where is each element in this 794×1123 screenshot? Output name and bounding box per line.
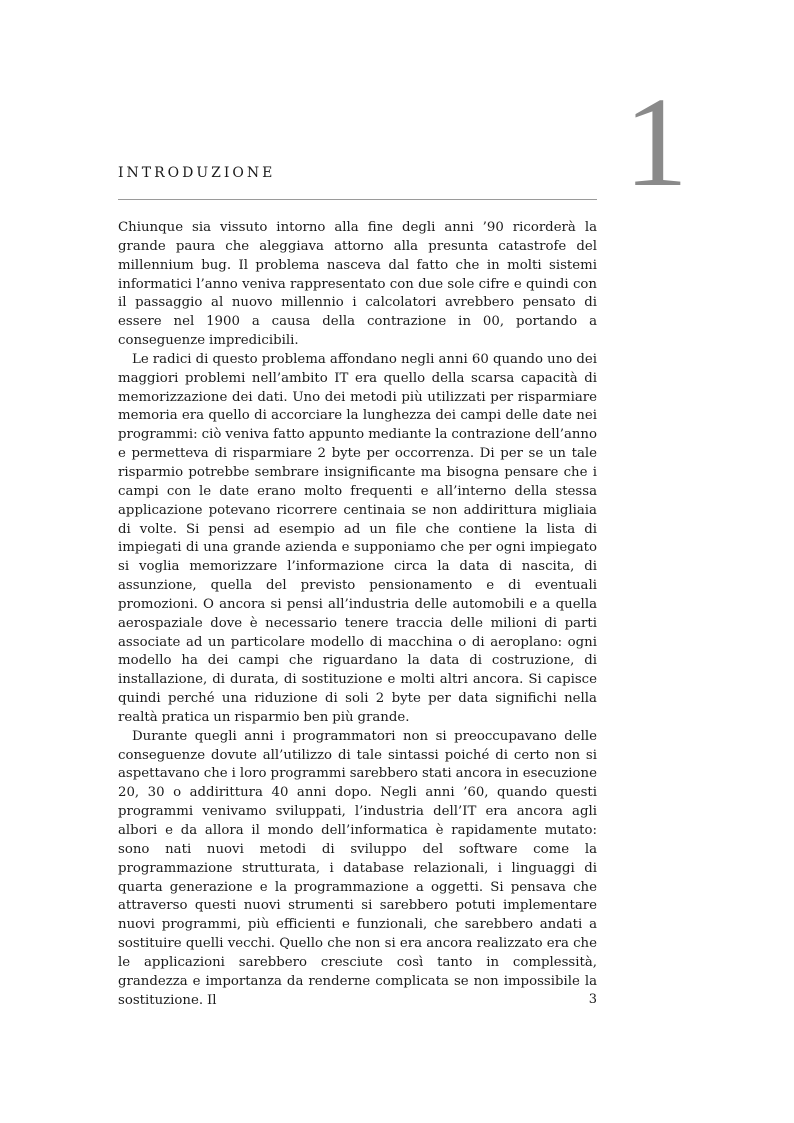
chapter-divider <box>118 199 597 200</box>
page-number: 3 <box>588 992 597 1007</box>
paragraph-1: Chiunque sia vissuto intorno alla fine degli anni ’90 ricorderà la grande paura che aleggiava attorno alla presunta catastrofe del millennium bug. Il problema nasceva dal fatto che in molti sistemi informatici l’anno veniva rappresentato con due sole cifre e quindi con il passaggio al nuovo millennio i calcolatori avrebbero pensato di essere nel 1900 a causa della contrazione in 00, portando a conseguenze impredicibili. <box>118 220 597 349</box>
chapter-title: INTRODUZIONE <box>118 165 276 181</box>
body-text <box>118 219 597 1010</box>
paragraph-3: Durante quegli anni i programmatori non si preoccupavano delle conseguenze dovute all’utilizzo di tale sintassi poiché di certo non si aspettavano che i loro programmi sarebbero stati ancora in esecuzione 20, 30 o addirittura 40 anni dopo. Negli anni ’60, quando questi programmi venivamo sviluppati, l’industria dell’IT era ancora agli albori e da allora il mondo dell’informatica è rapidamente mutato: sono nati nuovi metodi di sviluppo del software come la programmazione strutturata, i database relazionali, i linguaggi di quarta generazione e la programmazione a oggetti. Si pensava che attraverso questi nuovi strumenti si sarebbero potuti implementare nuovi programmi, più efficienti e funzionali, che sarebbero andati a sostituire quelli vecchi. Quello che non si era ancora realizzato era che le applicazioni sarebbero cresciute così tanto in complessità, grandezza e importanza da renderne complicata se non impossibile la sostituzione. Il <box>118 728 597 1008</box>
chapter-number: 1 <box>624 71 688 213</box>
paragraph-2: Le radici di questo problema affondano negli anni 60 quando uno dei maggiori problemi nell’ambito IT era quello della scarsa capacità di memorizzazione dei dati. Uno dei metodi più utilizzati per risparmiare memoria era quello di accorciare la lunghezza dei campi delle date nei programmi: ciò veniva fatto appunto mediante la contrazione dell’anno e permetteva di risparmiare 2 byte per occorrenza. Di per se un tale risparmio potrebbe sembrare insignificante ma bisogna pensare che i campi con le date erano molto frequenti e all’interno della stessa applicazione potevano ricorrere centinaia se non addirittura migliaia di volte. Si pensi ad esempio ad un file che contiene la lista di impiegati di una grande azienda e supponiamo che per ogni impiegato si voglia memorizzare l’informazione circa la data di nascita, di assunzione, quella del previsto pensionamento e di eventuali promozioni. O ancora si pensi all’industria delle automobili e a quella aerospaziale dove è necessario tenere traccia delle milioni di parti associate ad un particolare modello di macchina o di aeroplano: ogni modello ha dei campi che riguardano la data di costruzione, di installazione, di durata, di sostituzione e molti altri ancora. Si capisce quindi perché una riduzione di soli 2 byte per data significhi nella realtà pratica un risparmio ben più grande. <box>118 351 597 725</box>
